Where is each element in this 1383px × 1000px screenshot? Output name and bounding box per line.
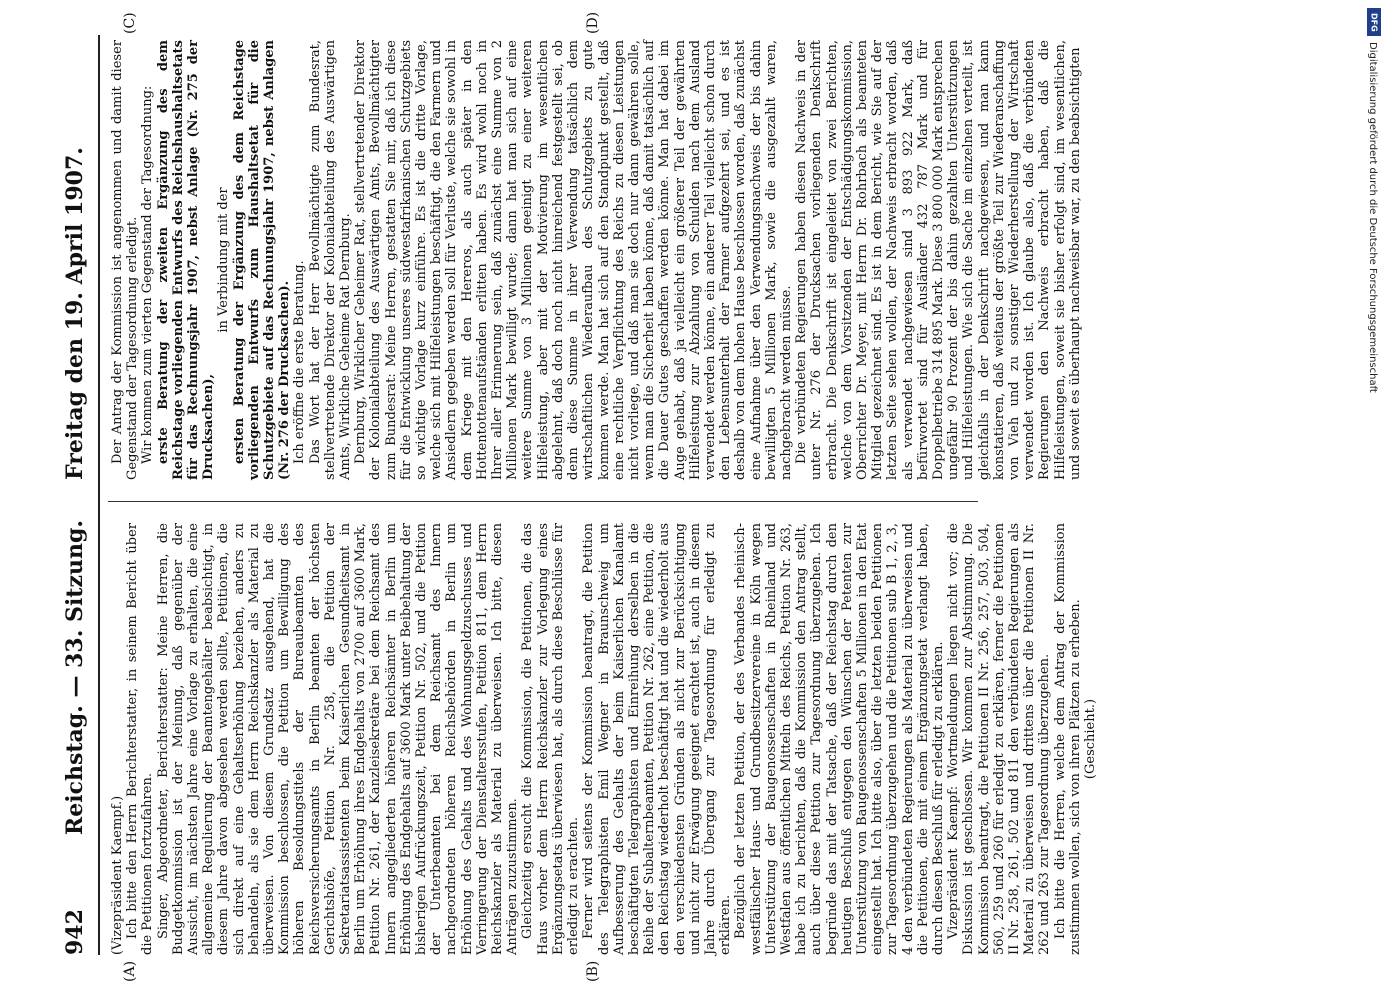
paragraph: Wir kommen zum vierten Gegenstand der Tagesordnung:: [140, 85, 156, 464]
margin-mark-a: (A): [122, 960, 138, 982]
page-header-left: [55, 520, 95, 955]
right-text-column: [110, 40, 1083, 480]
column-divider: [108, 501, 978, 502]
agenda-item: erste Beratung der zweiten Ergänzung des dem Reichstage vorliegenden Entwurfs des Reichshaushaltsetats für das Rechnungsjahr 1907, nebst Anlage (Nr. 275 der Drucksachen),: [155, 40, 217, 480]
paragraph: Der Antrag der Kommission ist angenommen und damit dieser Gegenstand der Tagesordnung erledigt.: [110, 40, 141, 480]
paragraph: Die verbündeten Regierungen haben diesen Nachweis in der unter Nr. 276 der Drucksachen vorliegenden Denkschrift erbracht. Die Denkschrift ist eingeleitet von zwei Berichten, welche von dem Vorsitzenden der Entschädigungskommission, Oberrichter Dr. Meyer, mit Herrn Dr. Rohrbach als beamteten Mitglied gezeichnet sind. Es ist in dem Bericht, wie Sie auf der letzten Seite sehen wollen, der Nachweis erbracht worden, daß als verwendet nachgewiesen sind 3 893 922 Mark, daß befürwortet sind für Ausländer 432 787 Mark und für Doppelbetriebe 314 895 Mark. Diese 3 800 000 Mark entsprechen ungefähr 90 Prozent der bis dahin gezahlten Unterstützungen und Hilfeleistungen. Wie sich die Sache im einzelnen verteilt, ist gleichfalls in der Denkschrift nachgewiesen, und man kann konstatieren, daß weitaus der größte Teil zur Wiederanschaffung von Vieh und zu sonstiger Wiederherstellung der Wirtschaft verwendet worden ist. Ich glaube also, daß die verbündeten Regierungen den Nachweis erbracht haben, daß die Hilfeleistungen, soweit sie bisher erfolgt sind, im wesentlichen, und soweit es überhaupt nachweisbar war, zu den beabsichtigten: [794, 40, 1083, 480]
margin-mark-d: (D): [585, 11, 601, 34]
header-rule: [98, 35, 100, 955]
paragraph: Singer, Abgeordneter, Berichterstatter: Meine Herren, die Budgetkommission ist der Meinung, daß gegenüber der Aussicht, im nächsten Jahre eine Vorlage zu erhalten, die eine allgemeine Regulierung der Beamtengehälter beabsichtigt, in diesem Jahre davon abgesehen werden sollte, Petitionen, die sich direkt auf eine Gehaltserhöhung beziehen, anders zu behandeln, als sie dem Herrn Reichskanzler als Material zu überweisen. Von diesem Grundsatz ausgehend, hat die Kommission beschlossen, die Petition um Bewilligung des höheren Besoldungstitels der Bureaubeamten des Reichsversicherungsamts in Berlin beamten der höchsten Gerichtshöfe, Petition Nr. 258, die Petition der Sekretariatsassistenten beim Kaiserlichen Gesundheitsamt in Berlin um Erhöhung ihres Endgehalts von 2700 auf 3600 Mark, Petition Nr. 261, der Kanzleisekretäre bei dem Reichsamt des Innern angegliederten höheren Reichsämter in Berlin um Erhöhung des Endgehalts auf 3600 Mark unter Beibehaltung der bisherigen Aufrückungszeit, Petition Nr. 502, und die Petition der Unterbeamten bei dem Reichsamt des Innern nachgeordneten höheren Reichsbehörden in Berlin um Erhöhung des Gehalts und des Wohnungsgeldzuschusses und Verringerung der Dienstaltersstufen, Petition 811, dem Herrn Reichskanzler als Material zu überweisen. Ich bitte, diesen Anträgen zuzustimmen.: [155, 523, 521, 955]
margin-mark-c: (C): [122, 12, 138, 34]
paragraph: Gleichzeitig ersucht die Kommission, die Petitionen, die das Haus vorher dem Herrn Reichskanzler zur Vorlegung eines Ergänzungsetats überwiesen hat, als durch diese Beschlüsse für erledigt zu erachten.: [520, 523, 582, 955]
paragraph: Ich bitte den Herrn Berichterstatter, in seinem Bericht über die Petitionen fortzufahren.: [125, 523, 156, 955]
paragraph: Das Wort hat der Herr Bevollmächtigte zum Bundesrat, stellvertretende Direktor der Kolonialabteilung des Auswärtigen Amts, Wirkliche Geheime Rat Dernburg.: [307, 40, 354, 480]
page-header-right: [55, 40, 95, 480]
dfg-credit-text: Digitalisierung gefördert durch die Deutsche Forschungsgemeinschaft: [1367, 42, 1378, 393]
paragraph: Dernburg, Wirklicher Geheimer Rat, stellvertretender Direktor der Kolonialabteilung des Auswärtigen Amts, Bevollmächtigter zum Bundesrat: Meine Herren, gestatten Sie mir, daß ich diese für die Entwicklung unseres südwestafrikanischen Schutzgebiets so wichtige Vorlage kurz einführe. Es ist die dritte Vorlage, welche sich mit Hilfeleistungen beschäftigt, die den Farmern und Ansiedlern gegeben werden soll für Verluste, welche sie sowohl in dem Kriege mit den Hereros, als auch später in den Hottentottenaufständen erlitten haben. Es wird wohl noch in Ihrer aller Erinnerung sein, daß zunächst eine Summe von 2 Millionen Mark bewilligt wurde; dann hat man sich auf eine weitere Summe von 3 Millionen geeinigt zu einer weiteren Hilfeleistung, aber mit der Motivierung im wesentlichen abgelehnt, daß doch noch nicht hinreichend festgestellt sei, ob denn diese Summe in ihrer Verwendung tatsächlich dem wirtschaftlichen Wiederaufbau des Schutzgebiets zu gute kommen werde. Man hat sich auf den Standpunkt gestellt, daß eine rechtliche Verpflichtung des Reichs zu diesen Leistungen nicht vorliege, und daß man sie doch nur dann gewähren solle, wenn man die Sicherheit haben könne, daß damit tatsächlich auf die Dauer Gutes geschaffen werden könne. Man hat dabei im Auge gehabt, daß ja vielleicht ein größerer Teil der gewährten Hilfeleistung zur Abzahlung von Schulden nach dem Ausland verwendet werden könne, ein anderer Teil vielleicht schon durch den Lebensunterhalt der Farmer aufgezehrt sei, und es ist deshalb von dem hohen Hause beschlossen worden, daß zunächst eine Aufnahme über den Verwendungsnachweis der bis dahin bewilligten 5 Millionen Mark, sowie die ausgezahlt waren, nachgebracht werden müsse.: [353, 40, 794, 480]
agenda-item: ersten Beratung der Ergänzung des dem Reichstage vorliegenden Entwurfs zum Haushaltsetat für die Schutzgebiete auf das Rechnungsjahr 1907, nebst Anlagen (Nr. 276 der Drucksachen).: [231, 40, 293, 480]
header-title-left: Reichstag. — 33. Sitzung.: [62, 520, 88, 836]
page-number: 942: [62, 909, 88, 955]
paragraph: (Vizepräsident Kaempf.): [110, 795, 125, 955]
paragraph: Vizepräsident Kaempf: Wortmeldungen liegen nicht vor; die Diskussion ist geschlossen. Wir kommen zur Abstimmung. Die Kommission beantragt, die Petitionen II Nr. 256, 257, 503, 504, 560, 259 und 260 für erledigt zu erklären, ferner die Petitionen II Nr. 258, 261, 502 und 811 den verbündeten Regierungen als Material zu überweisen und drittens über die Petitionen II Nr. 262 und 263 zur Tagesordnung überzugehen.: [946, 523, 1053, 955]
left-text-column: [110, 523, 1098, 955]
paragraph: in Verbindung mit der: [216, 187, 232, 333]
paragraph: Ich bitte die Herren, welche dem Antrag der Kommission zustimmen wollen, sich von ihren Plätzen zu erheben.: [1052, 523, 1083, 955]
paragraph: Bezüglich der letzten Petition, der des Verbandes rheinisch-westfälischer Haus- und Grundbesitzervereine in Köln wegen Unterstützung der Baugenossenschaften in Rheinland und Westfalen aus öffentlichen Mitteln des Reichs, Petition Nr. 263, habe ich zu berichten, daß die Kommission den Antrag stellt, auch über diese Petition zur Tagesordnung überzugehen. Ich begründe das mit der Tatsache, daß der Reichstag durch den heutigen Beschluß entgegen den Wünschen der Petenten zur Unterstützung von Baugenossenschaften 5 Millionen in den Etat eingestellt hat. Ich bitte also, über die letzten beiden Petitionen zur Tagesordnung überzugehen und die Petitionen sub B 1, 2, 3, 4 den verbündeten Regierungen als Material zu überweisen und die Petitionen, die mit einem Ergänzungsetat verlangt haben, durch diesen Beschluß für erledigt zu erklären.: [733, 523, 946, 955]
paragraph: (Geschieht.): [1083, 698, 1098, 780]
dfg-logo: DFG: [1367, 8, 1381, 36]
margin-mark-b: (B): [585, 960, 601, 982]
paragraph: Ich eröffne die erste Beratung.: [292, 260, 308, 464]
paragraph: Ferner wird seitens der Kommission beantragt, die Petition des Telegraphisten Emil Wegner in Braunschweig um Aufbesserung des Gehalts der beim Kaiserlichen Kanalamt beschäftigten Telegraphisten und Einreihung derselben in die Reihe der Subalternbeamten, Petition Nr. 262, eine Petition, die den Reichstag wiederholt beschäftigt hat und die wiederholt aus den verschiedensten Gründen als nicht zur Berücksichtigung und nicht zur Erwägung geeignet erachtet ist, auch in diesem Jahre durch Übergang zur Tagesordnung für erledigt zu erklären.: [581, 523, 734, 955]
header-title-right: Freitag den 19. April 1907.: [62, 147, 88, 480]
dfg-watermark: [1367, 8, 1381, 608]
